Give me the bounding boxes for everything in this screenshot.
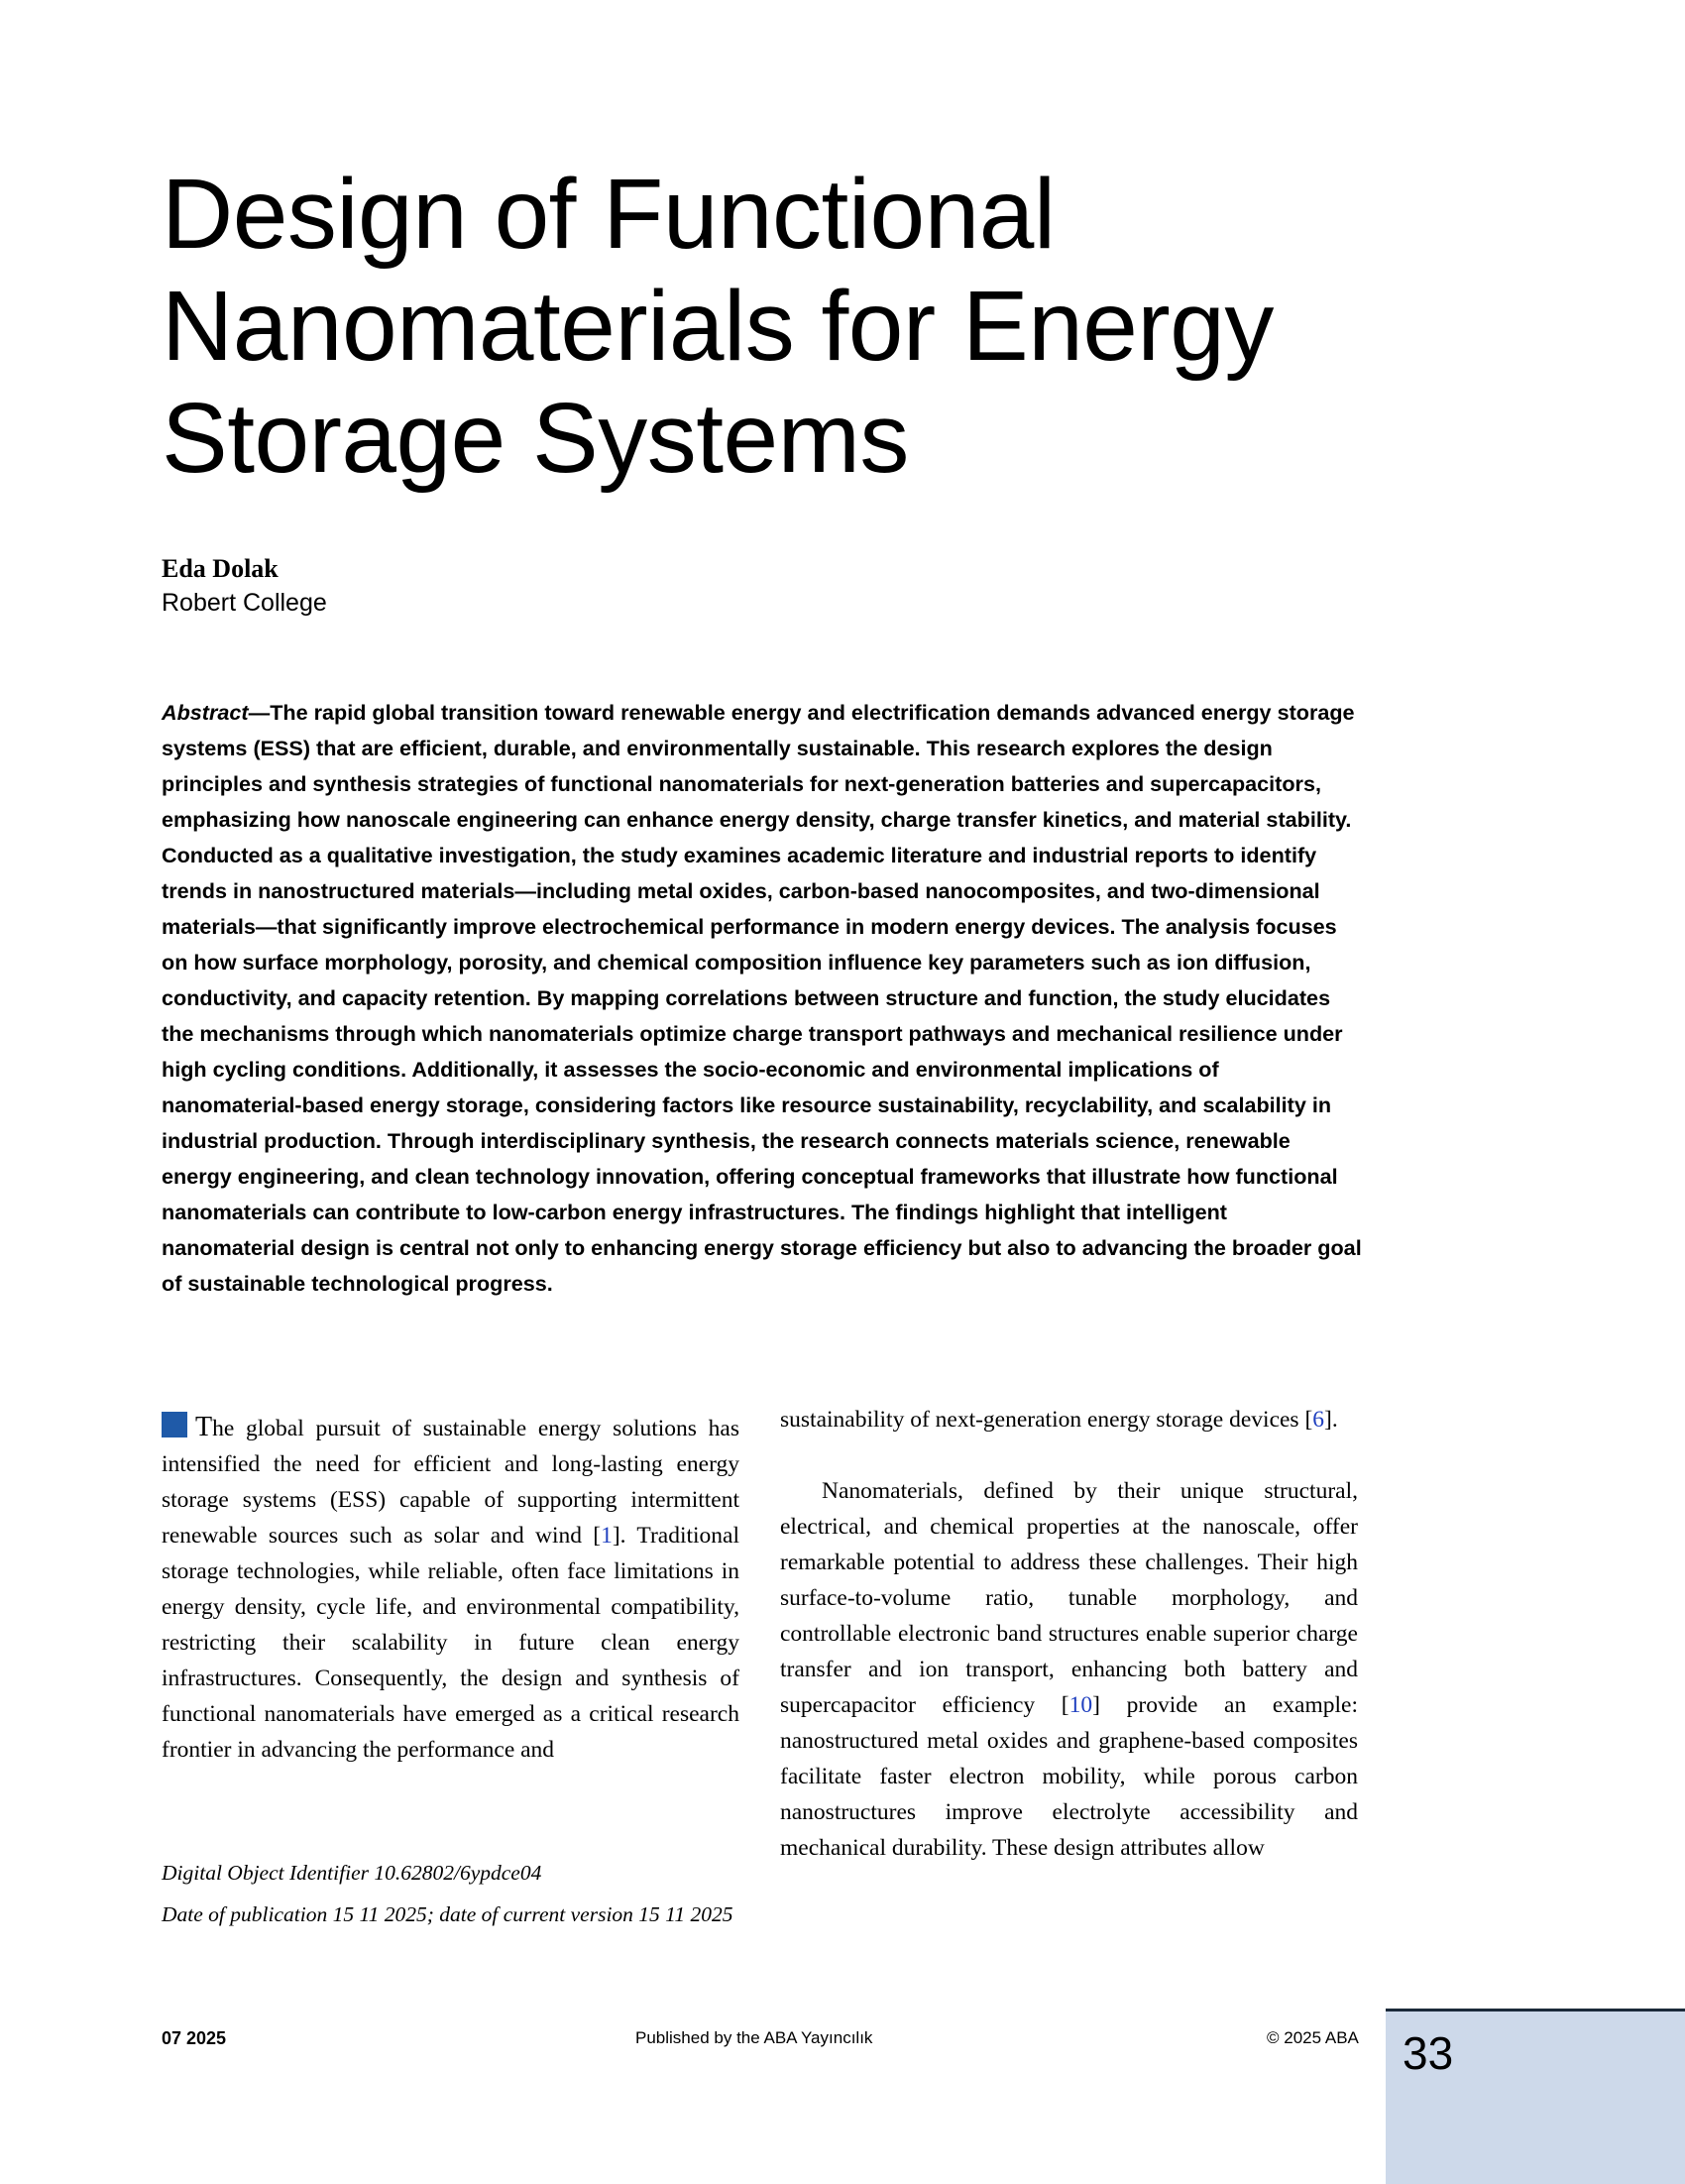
- publication-metadata: [162, 1852, 739, 1935]
- intro-first-letter: T: [195, 1412, 213, 1442]
- section-marker-icon: [162, 1412, 187, 1437]
- intro-text-part1: he global pursuit of sustainable energy solutions has intensified the need for efficient and long-lasting energy storage systems (ESS) capable of supporting intermittent renewable sources such as solar and wind [: [162, 1416, 739, 1549]
- nanomaterials-paragraph: [780, 1473, 1358, 1866]
- para2-text-part2: ] provide an example: nanostructured metal oxides and graphene-based composites facilitate faster electron mobility, while porous carbon nanostructures improve electrolyte accessibility and mechanical durability. These design attributes allow: [780, 1692, 1359, 1861]
- para2-text-part1: Nanomaterials, defined by their unique structural, electrical, and chemical properties at the nanoscale, offer remarkable potential to address these challenges. Their high surface-to-volume ratio, tunable morphology, and controllable electronic band structures enable superior charge transfer and ion transport, enhancing both battery and supercapacitor efficiency [: [780, 1478, 1358, 1718]
- body-column-right: [780, 1402, 1358, 1866]
- author-affiliation: Robert College: [162, 589, 327, 617]
- abstract: [162, 695, 1363, 1302]
- citation-link-6[interactable]: 6: [1312, 1407, 1325, 1433]
- publication-dates: Date of publication 15 11 2025; date of current version 15 11 2025: [162, 1902, 733, 1926]
- page-number-box: [1386, 2009, 1685, 2184]
- doi-line: Digital Object Identifier 10.62802/6ypdce04: [162, 1861, 542, 1885]
- footer-issue-date: 07 2025: [162, 2028, 227, 2048]
- citation-link-1[interactable]: 1: [601, 1523, 613, 1549]
- continuation-text-part1: sustainability of next-generation energy storage devices [: [780, 1407, 1313, 1433]
- intro-text-part2: ]. Traditional storage technologies, while reliable, often face limitations in energy density, cycle life, and environmental compatibility, restricting their scalability in future clean energy infrastructures. Consequently, the design and synthesis of functional nanomaterials have emerged as a critical research frontier in advancing the performance and: [162, 1523, 739, 1763]
- continuation-text-part2: ].: [1324, 1407, 1338, 1433]
- abstract-text: —The rapid global transition toward renewable energy and electrification demands advanced energy storage systems (ESS) that are efficient, durable, and environmentally sustainable. This research explores the design principles and synthesis strategies of functional nanomaterials for next-generation batteries and supercapacitors, emphasizing how nanoscale engineering can enhance energy density, charge transfer kinetics, and material stability. Conducted as a qualitative investigation, the study examines academic literature and industrial reports to identify trends in nanostructured materials—including metal oxides, carbon-based nanocomposites, and two-dimensional materials—that significantly improve electrochemical performance in modern energy devices. The analysis focuses on how surface morphology, porosity, and chemical composition influence key parameters such as ion diffusion, conductivity, and capacity retention. By mapping correlations between structure and function, the study elucidates the mechanisms through which nanomaterials optimize charge transport pathways and mechanical resilience under high cycling conditions. Additionally, it assesses the socio-economic and environmental implications of nanomaterial-based energy storage, considering factors like resource sustainability, recyclability, and scalability in industrial production. Through interdisciplinary synthesis, the research connects materials science, renewable energy engineering, and clean technology innovation, offering conceptual frameworks that illustrate how functional nanomaterials can contribute to low-carbon energy infrastructures. The findings highlight that intelligent nanomaterial design is central not only to enhancing energy storage efficiency but also to advancing the broader goal of sustainable technological progress.: [162, 700, 1362, 1296]
- continuation-paragraph: [780, 1402, 1358, 1437]
- footer-copyright: © 2025 ABA: [1267, 2028, 1359, 2047]
- abstract-label: Abstract: [162, 700, 249, 725]
- body-column-left: [162, 1410, 739, 1768]
- page-number: 33: [1403, 2027, 1454, 2079]
- paper-title: Design of Functional Nanomaterials for Energy Storage Systems: [162, 159, 1274, 494]
- footer-publisher: Published by the ABA Yayıncılık: [635, 2028, 873, 2047]
- intro-paragraph: [162, 1410, 739, 1768]
- author-name: Eda Dolak: [162, 554, 279, 583]
- citation-link-10[interactable]: 10: [1068, 1692, 1093, 1718]
